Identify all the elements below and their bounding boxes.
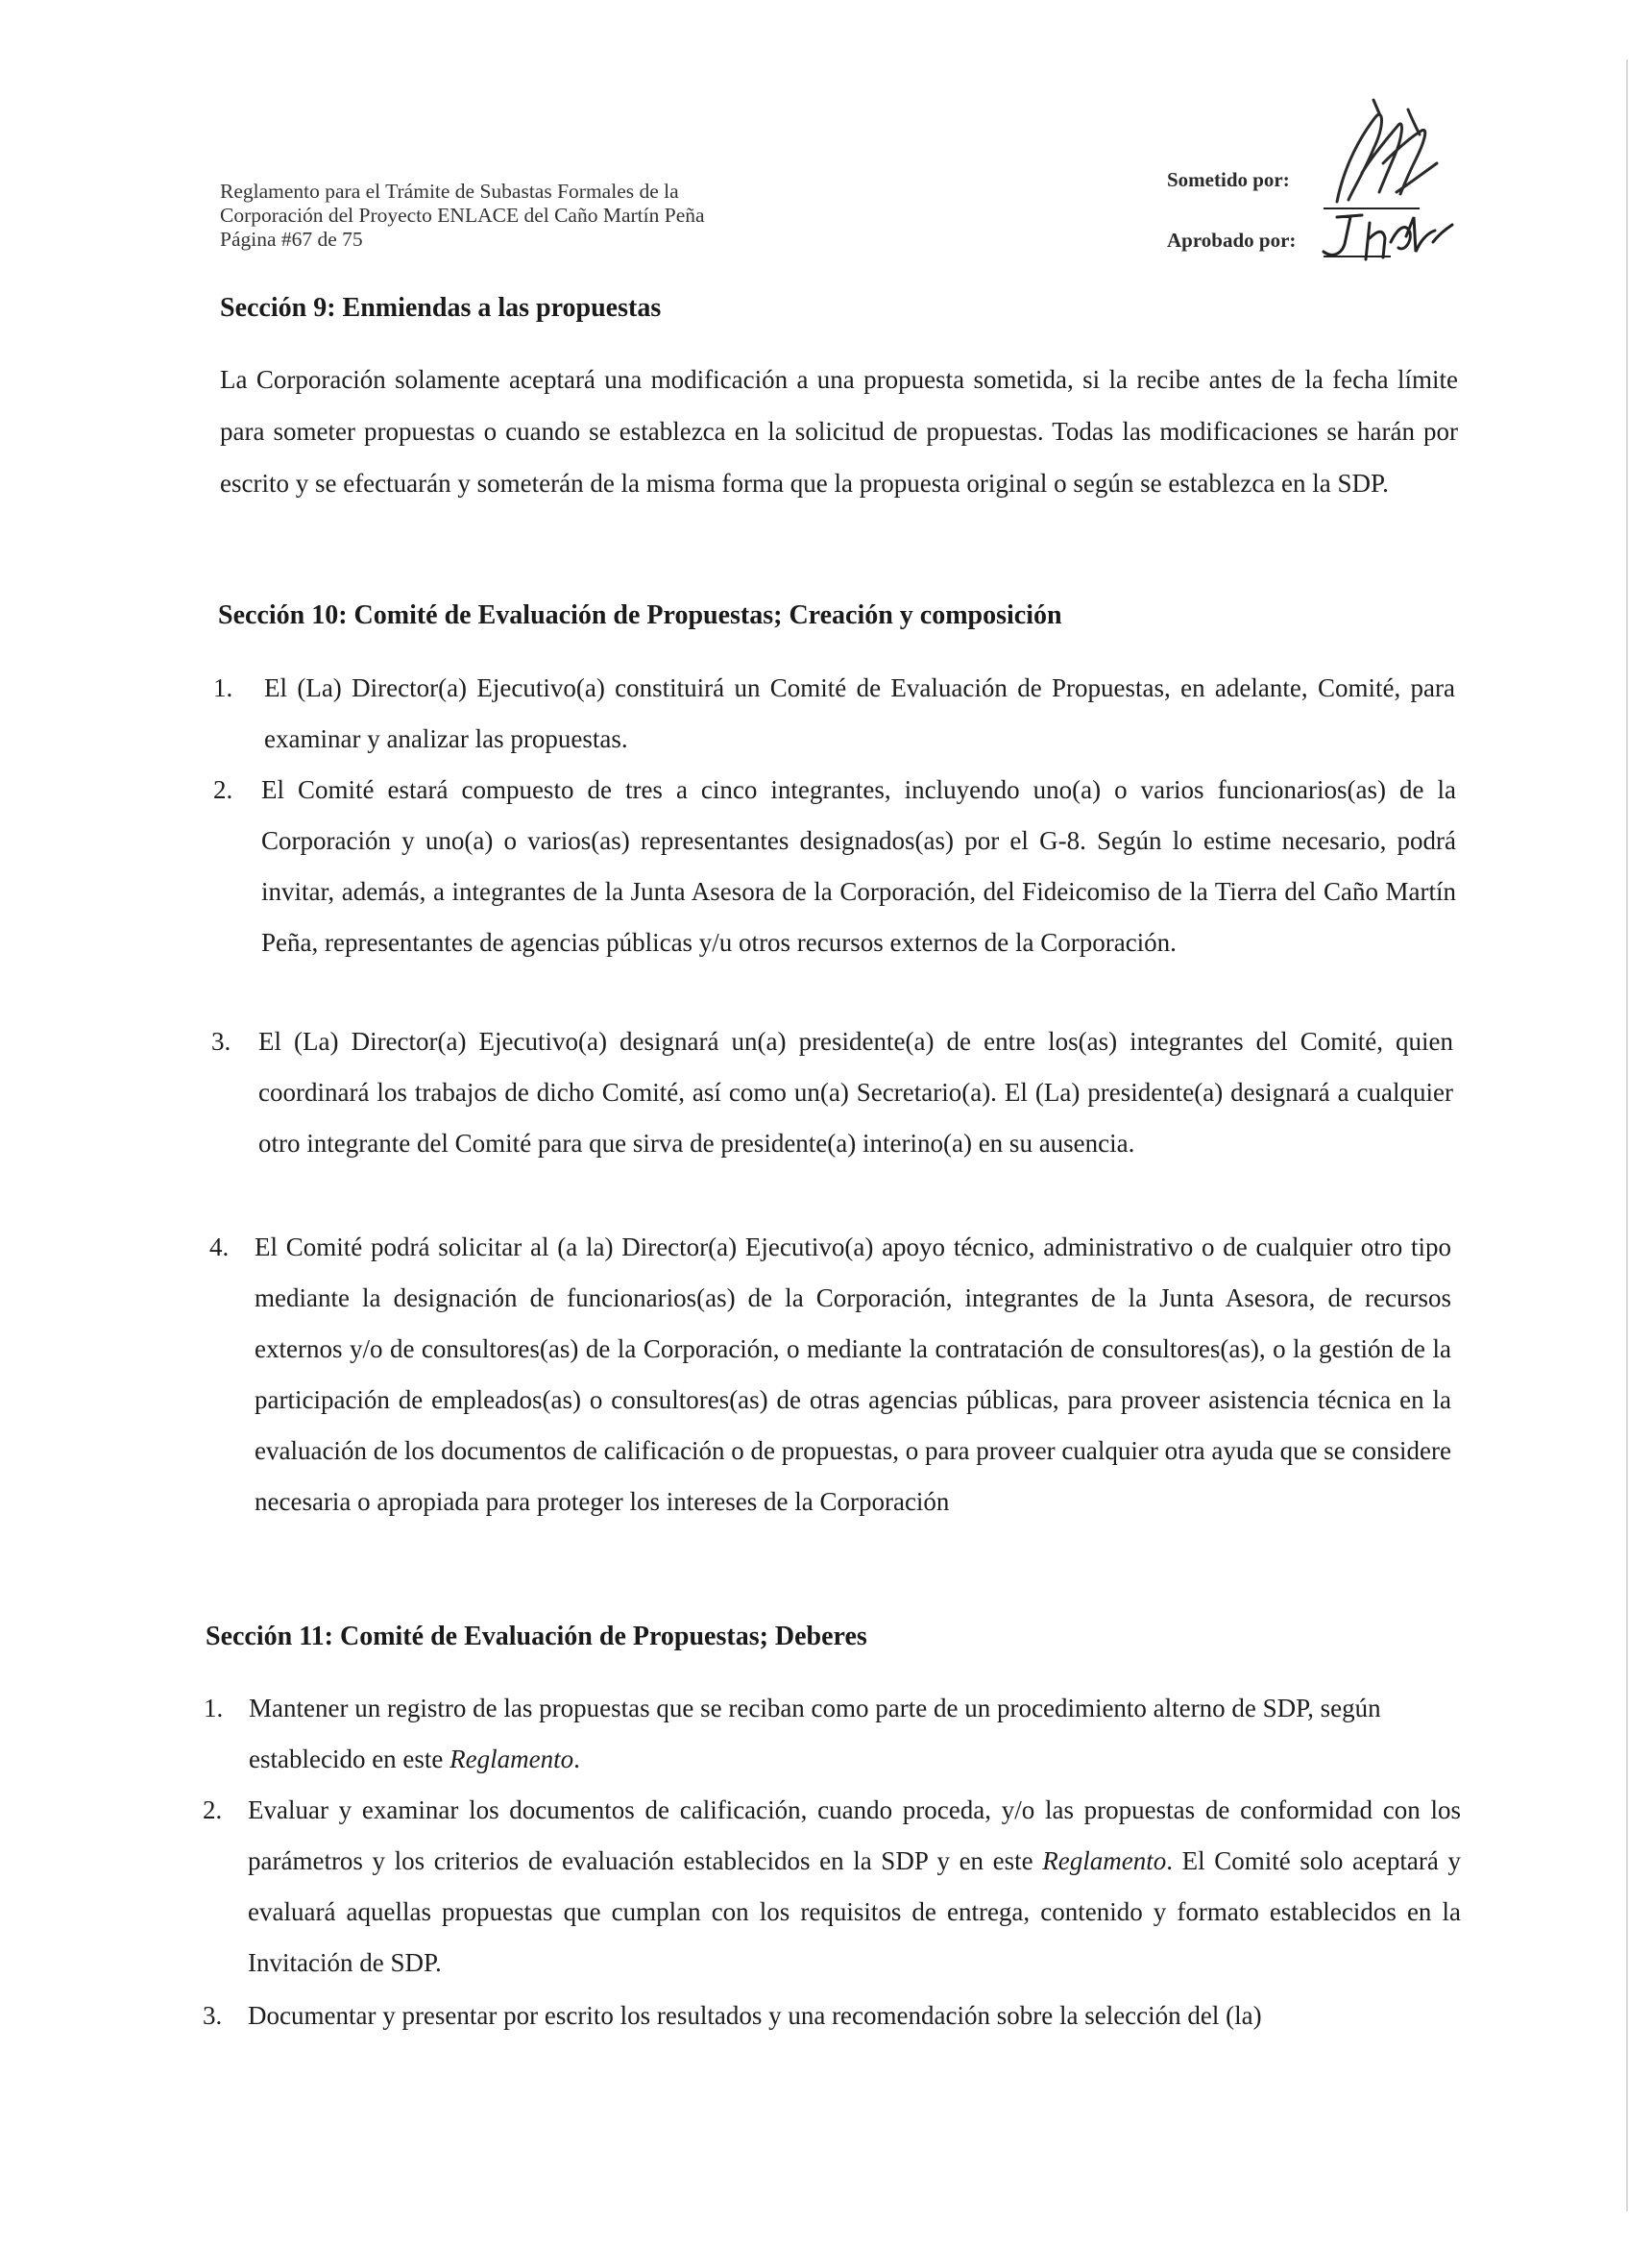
page-edge-line [1626,60,1628,2211]
list-number: 3. [203,2001,223,2030]
list-number: 1. [213,673,233,702]
reglamento-italic: Reglamento [1042,1846,1167,1875]
list-item-text: Documentar y presentar por escrito los resultados y una recomendación sobre la selección del (la) [248,2001,1262,2030]
list-item-text [249,1683,1462,1785]
section-10-heading: Sección 10: Comité de Evaluación de Propuestas; Creación y composición [218,600,1062,630]
list-item-text: El (La) Director(a) Ejecutivo(a) designará un(a) presidente(a) de entre los(as) integrantes del Comité, quien coordinará los trabajos de dicho Comité, así como un(a) Secretario(a). El (La) presidente(a) designará a cualquier otro integrante del Comité para que sirva de presidente(a) interino(a) en su ausencia. [258,1027,1453,1158]
reglamento-italic: Reglamento [449,1745,574,1773]
list-number: 3. [211,1027,231,1056]
submitted-signature-icon [1316,96,1450,221]
list-number: 2. [203,1795,223,1824]
document-header [220,180,705,252]
list-item-text-end: . [573,1745,580,1773]
section-11-heading: Sección 11: Comité de Evaluación de Propuestas; Deberes [206,1622,867,1651]
section-9-paragraph: La Corporación solamente aceptará una modificación a una propuesta sometida, si la recibe antes de la fecha límite para someter propuestas o cuando se establezca en la solicitud de propuestas. Todas las modificaciones se harán por escrito y se efectuarán y someterán de la misma forma que la propuesta original o según se establezca en la SDP. [220,365,1458,498]
header-line-2: Corporación del Proyecto ENLACE del Caño Martín Peña [220,204,705,227]
list-number: 1. [204,1694,224,1722]
section-9-heading: Sección 9: Enmiendas a las propuestas [220,293,662,323]
list-item-text-part: Evaluar y examinar los documentos de calificación, cuando proceda, y/o las propuestas de conformidad con los parámetros y los criterios de evaluación establecidos en la SDP y en este [248,1795,1461,1875]
header-line-3: Página #67 de 75 [220,228,363,251]
list-number: 4. [209,1233,230,1261]
header-line-1: Reglamento para el Trámite de Subastas Formales de la [220,180,679,203]
approved-signature-icon [1318,209,1462,267]
list-item-text-part: . El Comité solo aceptará y evaluará aquellas propuestas que cumplan con los requisitos de entrega, contenido y formato establecidos en la Invitación de SDP. [248,1846,1461,1977]
approved-row [1167,229,1296,289]
list-item-text-part: Mantener un registro de las propuestas que se reciban como parte de un procedimiento alterno de SDP, según establecido en este [249,1694,1381,1773]
submitted-label: Sometido por: [1167,168,1290,191]
list-item-text [248,1785,1461,1989]
approval-block [1167,168,1296,289]
list-item-text: El Comité podrá solicitar al (a la) Director(a) Ejecutivo(a) apoyo técnico, administrativo o de cualquier otro tipo mediante la designación de funcionarios(as) de la Corporación, integrantes de la Junta Asesora, de recursos externos y/o de consultores(as) de la Corporación, o mediante la contratación de consultores(as), o la gestión de la participación de empleados(as) o consultores(as) de otras agencias públicas, para proveer asistencia técnica en la evaluación de los documentos de calificación o de propuestas, o para proveer cualquier otra ayuda que se considere necesaria o apropiada para proteger los intereses de la Corporación [255,1233,1451,1516]
list-item-text: El (La) Director(a) Ejecutivo(a) constituirá un Comité de Evaluación de Propuestas, en adelante, Comité, para examinar y analizar las propuestas. [264,673,1455,753]
list-item-text: El Comité estará compuesto de tres a cinco integrantes, incluyendo uno(a) o varios funcionarios(as) de la Corporación y uno(a) o varios(as) representantes designados(as) por el G-8. Según lo estime necesario, podrá invitar, además, a integrantes de la Junta Asesora de la Corporación, del Fideicomiso de la Tierra del Caño Martín Peña, representantes de agencias públicas y/u otros recursos externos de la Corporación. [261,775,1456,957]
submitted-row [1167,168,1296,229]
approved-label: Aprobado por: [1167,229,1297,252]
list-number: 2. [213,775,233,804]
